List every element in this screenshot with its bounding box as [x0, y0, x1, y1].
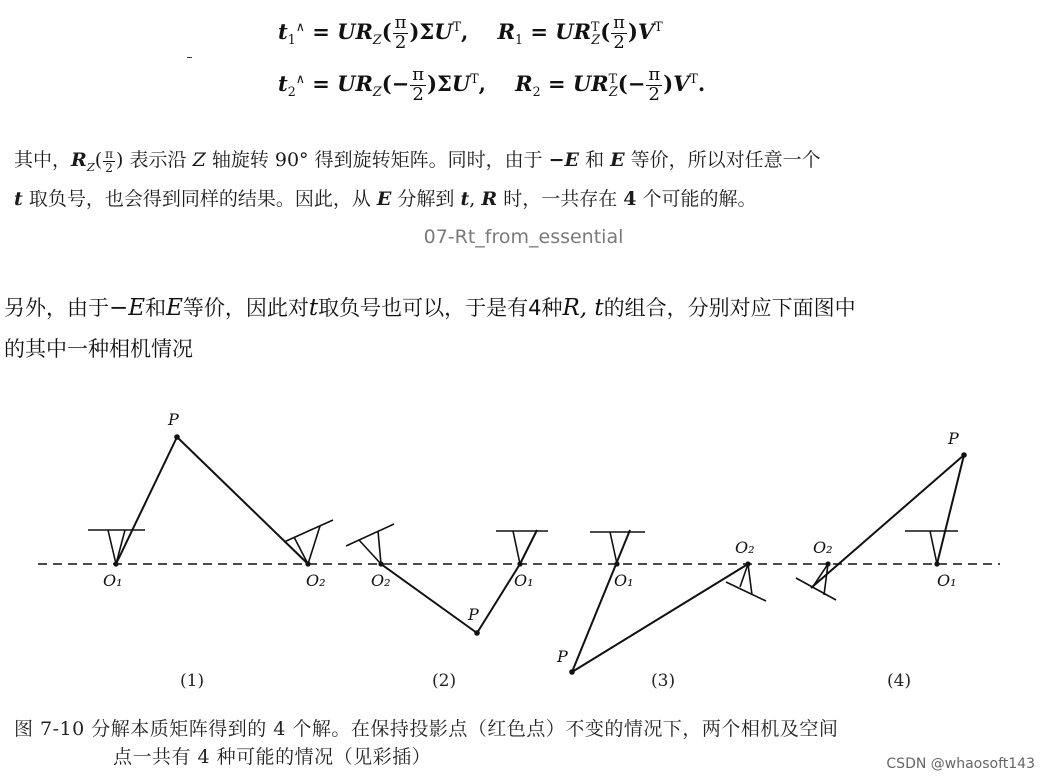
- label-o1-2: O₁: [514, 571, 534, 590]
- subfigure-label-1: (1): [180, 671, 205, 691]
- label-o1-4: O₁: [937, 571, 957, 590]
- label-o1-1: O₁: [103, 571, 123, 590]
- label-o2-2: O₂: [371, 571, 391, 590]
- label-p-3: P: [557, 647, 568, 666]
- equation-1: $t_1^\wedge = UR_Z$( $\frac{\pi}{2}$ )$\Sigma U^T$, $R_1 = UR^T_Z$( $\frac{\pi}{2}$ )$V^T$: [278, 12, 663, 53]
- label-p-2: P: [468, 605, 479, 624]
- label-p-4: P: [948, 429, 959, 448]
- watermark: CSDN @whaosoft143: [886, 756, 1035, 772]
- subfigure-label-2: (2): [432, 671, 457, 691]
- label-o2-1: O₂: [306, 571, 326, 590]
- blog-text-line-2: 的其中一种相机情况: [4, 337, 193, 361]
- label-o2-4: O₂: [813, 538, 833, 557]
- dash-mark: [187, 57, 192, 58]
- figure-caption-line-1: 图 7-10 分解本质矩阵得到的 4 个解。在保持投影点（红色点）不变的情况下，两个相机及空间: [14, 718, 839, 740]
- book-text-line-1: 其中，$R_Z$( $\frac{\pi}{2}$ ) 表示沿 Z 轴旋转 90° 得到旋转矩阵。同时，由于 −E 和 E 等价，所以对任意一个: [14, 146, 821, 175]
- book-text-line-2: t 取负号，也会得到同样的结果。因此，从 E 分解到 t, R 时，一共存在 4 个可能的解。: [14, 188, 757, 210]
- subfigure-label-3: (3): [651, 671, 676, 691]
- equation-2: $t_2^\wedge = UR_Z(-$ $\frac{\pi}{2}$ )$\Sigma U^T$, $R_2 = UR^T_Z(-$ $\frac{\pi}{2}$ )$V^T$.: [278, 64, 706, 105]
- label-o1-3: O₁: [614, 571, 634, 590]
- blog-text-line-1: 另外，由于−E和E等价，因此对t取负号也可以，于是有4种R, t的组合，分别对应下面图中: [4, 295, 856, 321]
- subfigure-label-4: (4): [887, 671, 912, 691]
- figure-caption-line-2: 点一共有 4 种可能的情况（见彩插）: [113, 746, 432, 768]
- image-caption: 07-Rt_from_essential: [423, 226, 624, 248]
- label-p-1: P: [168, 410, 179, 429]
- four-solutions-figure: [0, 400, 1047, 700]
- label-o2-3: O₂: [735, 538, 755, 557]
